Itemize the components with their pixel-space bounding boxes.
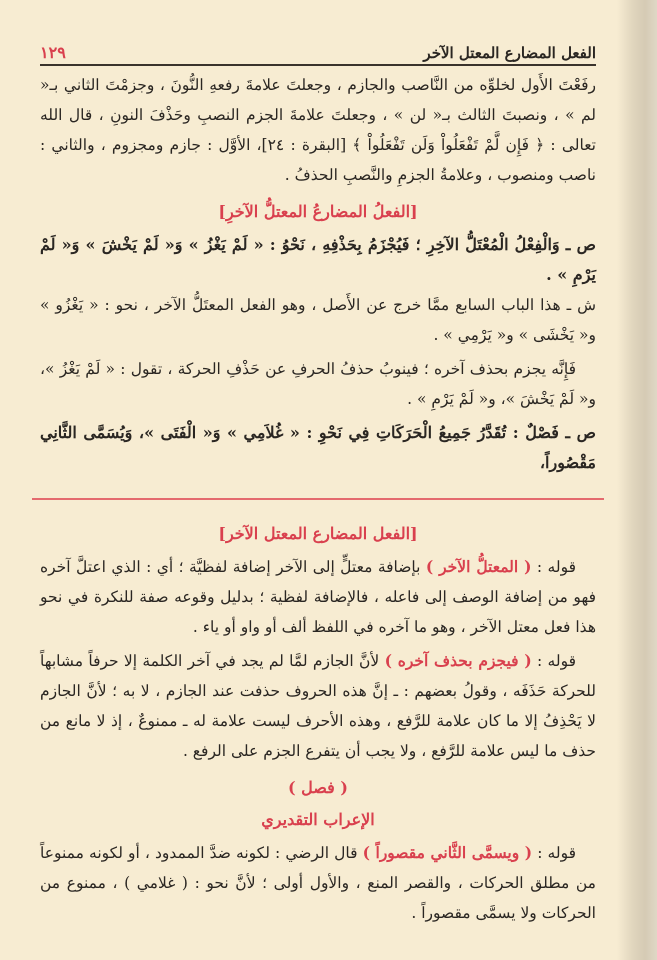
commentary-lead: قوله : [531,558,576,576]
page-content [40,70,596,928]
commentary-item [40,552,596,642]
matn-sad: ص ـ وَالْفِعْلُ الْمُعْتَلُّ الآخِرِ ؛ فَيُجْزَمُ بِحَذْفِهِ ، نَحْوُ : « لَمْ يَغْزُ » وَ« لَمْ يَخْشَ » وَ« لَمْ يَرْمِ » . [40,235,596,284]
commentary-item [40,646,596,766]
page-header [40,36,596,66]
sharh-shin-2: فَإِنَّه يجزم بحذف آخره ؛ فينوبُ حذفُ الحرفِ عن حَذْفِ الحركة ، تقول : « لَمْ يَغْزُ »، و« لَمْ يَخْشَ »، و« لَمْ يَرْمِ » . [40,360,596,408]
book-page [40,0,596,960]
section-title-matn: [الفعلُ المضارعُ المعتلُّ الآخرِ] [218,202,418,221]
running-title: الفعل المضارع المعتل الآخر [423,44,596,62]
commentary-text: قال الرضي : لكونه ضدَّ الممدود ، أو لكونه ممنوعاً من مطلق الحركات ، والقصر المنع ، والأول أولى ؛ لأنَّ نحو : ( غلامي ) ، ممنوع من الحركات ولا يسمَّى مقصوراً . [40,844,596,922]
commentary-lead: قوله : [532,844,576,862]
section-title-commentary: [الفعل المضارع المعتل الآخر] [218,524,418,543]
footnote-divider [32,498,604,500]
commentary-text: بإضافة معتلٍّ إلى الآخر إضافة لفظيَّة ؛ أي : الذي اعتلَّ آخره فهو من إضافة الوصف إلى فاعله ، فالإضافة لفظية ؛ بدليل وقوعه صفة للنكرة في نحو هذا فعل معتل الآخر ، وهو ما آخره في اللفظ ألف أو واو أو ياء . [40,558,596,636]
paragraph-top: رفَعْتَ الأَول لخلوِّه من النَّاصب والجازم ، وجعلتَ علامةَ رفعهِ النُّونَ ، وجزمْتَ الثاني بـ« لم » ، ونصبتَ الثالث بـ« لن » ، وجعلتَ علامةَ الجزم النصبِ وحَذْفَ النونِ ، قال الله تعالى : ﴿ فَإِن لَّمْ تَفْعَلُواْ وَلَن تَفْعَلُواْ ﴾ [البقرة : ٢٤]، الأوَّل : جازم ومجزوم ، والثاني : ناصب ومنصوب ، وعلامةُ الجزمِ والنَّصبِ الحذفُ . [40,76,596,184]
matn-fasl: ص ـ فَصْلٌ : تُقَدَّرُ جَمِيعُ الْحَرَكَاتِ فِي نَحْوِ : « غُلاَمِي » وَ« الْفَتَى »، وَيُسَمَّى الثَّانِي مَقْصُوراً، [40,423,596,472]
fasl-title: ( فصل ) [288,778,348,797]
commentary-text: لأنَّ الجازم لمَّا لم يجد في آخر الكلمة إلا حرفاً مشابهاً للحركة حَذَفَه ، وقولُ بعضهم : ـ إنَّ هذه الحروف حذفت عند الجازم ، لا به ؛ لأنَّ الجازم لا يَحْذِفُ إلا ما كان علامة للرَّفع ، وهذه الأحرف ليست علامة له ـ ممنوعٌ ، إذ لا مانع من حذف ما ليس علامة للرَّفع ، ولا يجب أن يتفرع الجزم على الرفع . [40,652,596,760]
commentary-quote: ( المعتلُّ الآخر ) [425,557,532,576]
commentary-lead: قوله : [531,652,577,670]
page-number: ١٢٩ [40,43,66,62]
book-binding-shadow [617,0,657,960]
commentary-quote: ( ويسمَّى الثَّاني مقصوراً ) [362,843,533,862]
commentary-quote: ( فيجزم بحذف آخره ) [384,651,532,670]
sharh-shin-1: ش ـ هذا الباب السابع ممَّا خرج عن الأَصل ، وهو الفعل المعتَلُّ الآخر ، نحو : « يَغْزُو » و« يَخْشَى » و« يَرْمِي » . [40,296,596,344]
fasl-subtitle: الإعراب التقديري [261,810,375,829]
commentary-item [40,838,596,928]
